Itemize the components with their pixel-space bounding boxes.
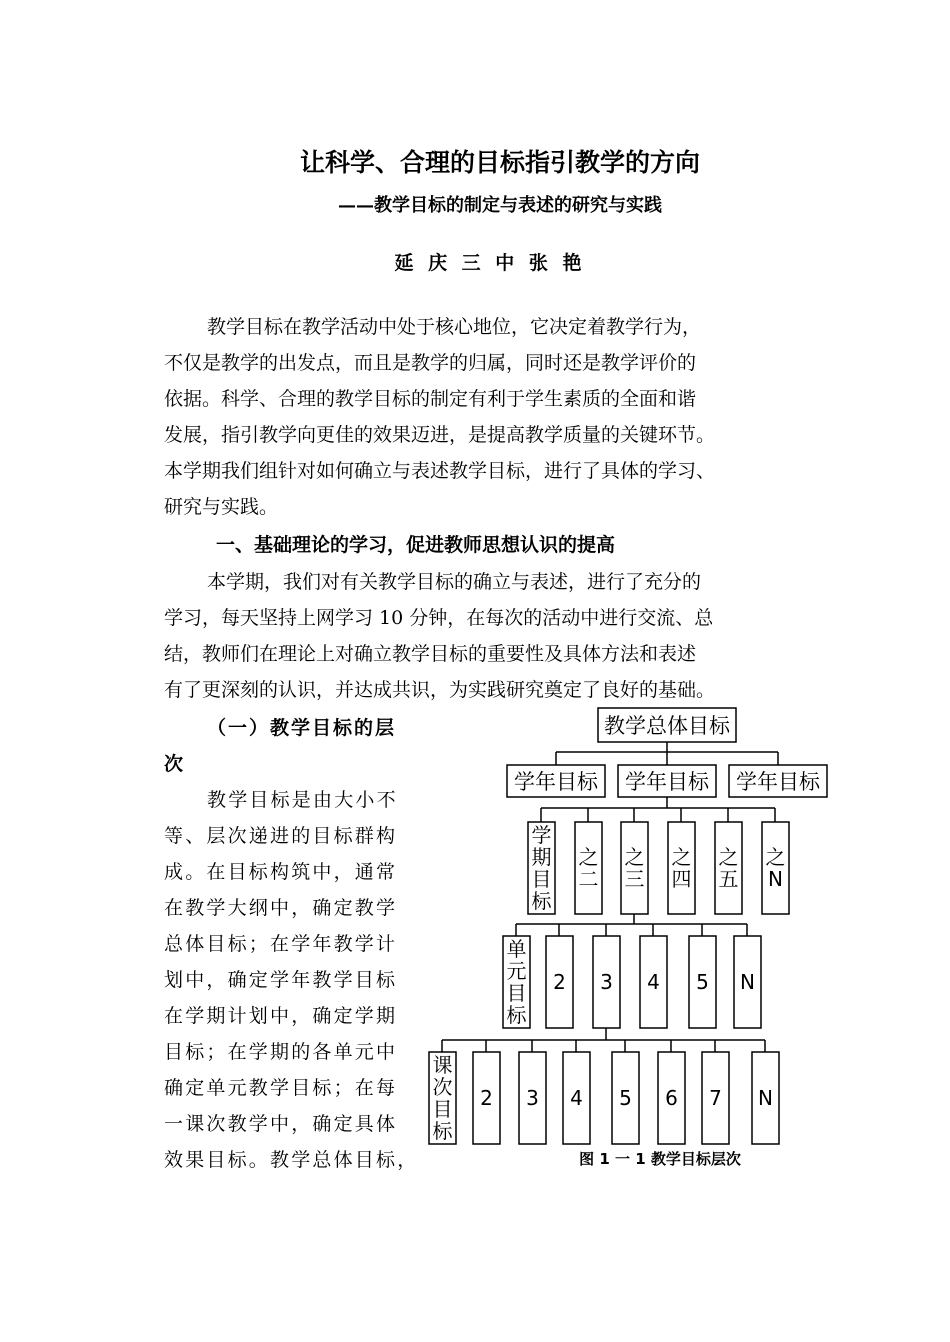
top-box-label: 教学总体目标 [604,714,730,738]
semester-box-label: 之三 [624,845,645,891]
paragraph-2-line: 有了更深刻的认识，并达成共识，为实践研究奠定了良好的基础。 [164,679,716,701]
paragraph-2-line: 结，教师们在理论上对确立教学目标的重要性及具体方法和表述 [164,643,697,665]
year-box-label: 学年目标 [514,770,598,794]
paragraph-3-line: 成。在目标构筑中，通常 [164,861,398,883]
document-title: 让科学、合理的目标指引教学的方向 [299,148,700,177]
lesson-box-label: 6 [665,1086,678,1110]
lesson-box-label: 4 [570,1086,583,1110]
paragraph-1-line: 研究与实践。 [164,496,279,518]
paragraph-3-line: 目标；在学期的各单元中 [164,1041,398,1063]
year-box-label: 学年目标 [625,770,709,794]
paragraph-1-line: 本学期我们组针对如何确立与表述教学目标，进行了具体的学习、 [164,460,716,482]
paragraph-1-line: 依据。科学、合理的教学目标的制定有利于学生素质的全面和谐 [164,388,697,410]
semester-box-label: 之 N [765,845,786,891]
semester-box-label: 学期目标 [531,823,552,913]
unit-box-label: 4 [647,970,660,994]
lesson-box-label: 课次目标 [432,1053,453,1143]
lesson-box-label: 2 [480,1086,493,1110]
author-line: 延 庆 三 中 张 艳 [394,252,586,274]
subsection-heading: （一）教学目标的层 [207,717,397,739]
lesson-box-label: 5 [619,1086,632,1110]
paragraph-3-line: 确定单元教学目标；在每 [164,1077,398,1099]
paragraph-2-line: 学习，每天坚持上网学习 10 分钟，在每次的活动中进行交流、总 [164,607,714,629]
paragraph-3-line: 在教学大纲中，确定教学 [164,897,398,919]
unit-box-label: 2 [553,970,566,994]
paragraph-3-line: 一课次教学中，确定具体 [164,1113,398,1135]
semester-box-label: 之四 [671,845,692,891]
paragraph-1-line: 发展，指引教学向更佳的效果迈进，是提高教学质量的关键环节。 [164,424,716,446]
unit-box-label: 5 [696,970,709,994]
paragraph-3-line: 在学期计划中，确定学期 [164,1005,398,1027]
section-heading-1: 一、基础理论的学习，促进教师思想认识的提高 [216,534,616,556]
paragraph-3-line: 效果目标。教学总体目标， [164,1149,419,1171]
objective-hierarchy-diagram [420,700,840,1175]
figure-caption: 图 1 一 1 教学目标层次 [579,1150,741,1168]
unit-box-label: 单元目标 [506,937,527,1027]
unit-box-label: 3 [600,970,613,994]
paragraph-3-line: 划中，确定学年教学目标 [164,969,398,991]
year-box-label: 学年目标 [736,770,820,794]
paragraph-1-line: 教学目标在教学活动中处于核心地位，它决定着教学行为， [207,316,702,338]
subsection-heading-cont: 次 [164,753,184,775]
paragraph-3-line: 教学目标是由大小不 [207,789,398,811]
lesson-box-label: 7 [709,1086,722,1110]
lesson-box-label: N [758,1086,773,1110]
document-subtitle: ——教学目标的制定与表述的研究与实践 [338,195,662,216]
semester-box-label: 之五 [718,845,739,891]
paragraph-1-line: 不仅是教学的出发点，而且是教学的归属，同时还是教学评价的 [164,352,697,374]
paragraph-3-line: 总体目标；在学年教学计 [164,933,398,955]
semester-box-label: 之二 [578,845,599,891]
unit-box-label: N [740,970,755,994]
paragraph-3-line: 等、层次递进的目标群构 [164,825,398,847]
lesson-box-label: 3 [526,1086,539,1110]
paragraph-2-line: 本学期，我们对有关教学目标的确立与表述，进行了充分的 [207,571,702,593]
